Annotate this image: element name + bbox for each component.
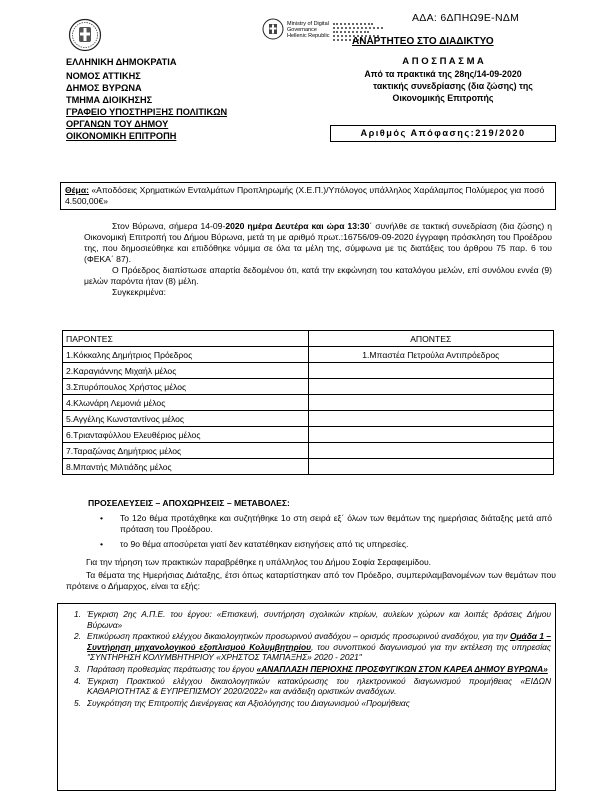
minutes-keeper: Για την τήρηση των πρακτικών παραβρέθηκε η υπάλληλος του Δήμου Σοφία Σεραφειμίδου. [86, 557, 432, 567]
table-row [63, 443, 554, 459]
absent-member [308, 427, 554, 443]
extract-line: τακτικής συνεδρίασης (δια ζώσης) της [373, 81, 533, 91]
table-row [63, 411, 554, 427]
extract-line: Οικονομικής Επιτροπής [392, 93, 494, 103]
issuer-header [66, 56, 227, 142]
session-intro [84, 221, 552, 298]
ministry-seal [262, 18, 284, 40]
ada-code: ΑΔΑ: 6ΔΠΗΩ9Ε-ΝΔΜ [412, 12, 520, 24]
absent-member [308, 395, 554, 411]
absent-member [308, 459, 554, 475]
subject-box [60, 182, 556, 210]
intro-text: Στον Βύρωνα, σήμερα 14-09- [112, 221, 226, 231]
table-header-row [63, 331, 554, 347]
decision-number-box: Αριθμός Απόφασης:219/2020 [330, 125, 556, 142]
agenda-item [58, 631, 555, 663]
present-member: 7.Ταραζώνας Δημήτριος μέλος [63, 443, 309, 459]
agenda-number: 1. [74, 609, 81, 619]
header-line: ΝΟΜΟΣ ΑΤΤΙΚΗΣ [66, 71, 141, 81]
absent-member [308, 379, 554, 395]
agenda-list [57, 603, 556, 791]
header-line: ΟΡΓΑΝΩΝ ΤΟΥ ΔΗΜΟΥ [66, 119, 169, 129]
attendance-table [62, 330, 554, 475]
intro-text: ΄ συνήλθε σε τακτική συνεδρίαση (δια ζώσης) η Οικονομική Επιτροπή του Δήμου Βύρωνα, μετά τη με αριθμό πρωτ.:16756/09-09-2020 έγγραφη πρόσκληση του Προέδρου της, που δημοσιεύθηκε και επιδόθηκε νόμιμα σε όλα τα μέλη της, σύμφωνα με τις διατάξεις του άρθρου 75 παρ. 6 του (ΦΕΚΑ΄ 87). [84, 221, 552, 264]
table-row [63, 363, 554, 379]
quorum-text: Ο Πρόεδρος διαπίστωσε απαρτία δεδομένου ότι, κατά την εκφώνηση του καταλόγου μελών, επί συνόλου εννέα (9) μελών παρόντα ήταν (8) μέλη. [84, 265, 552, 286]
bullet-text: Το 12ο θέμα προτάχθηκε και συζητήθηκε 1ο στη σειρά εξ΄ όλων των θεμάτων της ημερήσιας διάταξης μετά από πρόταση του Προέδρου. [120, 513, 552, 534]
present-member: 5.Αγγέλης Κωνσταντίνος μέλος [63, 411, 309, 427]
present-member: 1.Κόκκαλης Δημήτριος Πρόεδρος [63, 347, 309, 363]
present-member: 8.Μπαντής Μιλτιάδης μέλος [63, 459, 309, 475]
table-row [63, 379, 554, 395]
agenda-number: 5. [74, 697, 81, 708]
header-line: ΤΜΗΜΑ ΔΙΟΙΚΗΣΗΣ [66, 95, 153, 105]
header-line: ΔΗΜΟΣ ΒΥΡΩΝΑ [66, 83, 142, 93]
agenda-item [58, 698, 555, 709]
present-member: 4.Κλωνάρη Λεμονιά μέλος [63, 395, 309, 411]
absent-member [308, 443, 554, 459]
table-row [63, 395, 554, 411]
present-header: ΠΑΡΟΝΤΕΣ [63, 331, 309, 347]
bullet-text: το 9ο θέμα αποσύρεται γιατί δεν κατατέθηκαν εισηγήσεις από τις υπηρεσίες. [120, 539, 409, 549]
table-row [63, 459, 554, 475]
agenda-item [58, 664, 555, 675]
agenda-text: Έγκριση Πρακτικού ελέγχου δικαιολογητικών κατακύρωσης του ηλεκτρονικού διαγωνισμού προμήθειας «ΕΙΔΩΝ ΚΑΘΑΡΙΟΤΗΤΑΣ & ΕΥΠΡΕΠΙΣΜΟΥ 2020/2022» και ανάδειξη οριστικών αναδόχων. [87, 675, 551, 697]
agenda-text: Παράταση προθεσμίας περάτωσης του έργου «ΑΝΑΠΛΑΣΗ ΠΕΡΙΟΧΗΣ ΠΡΟΣΦΥΓΙΚΩΝ ΣΤΟΝ ΚΑΡΕΑ ΔΗΜΟΥ ΒΥΡΩΝΑ» [87, 663, 548, 674]
agenda-intro: Τα θέματα της Ημερήσιας Διάταξης, έτσι όπως καταρτίστηκαν από τον Πρόεδρο, συμπεριλαμβανομένων των θεμάτων που πρότεινε ο Δήμαρχος, είναι τα εξής: [66, 570, 556, 591]
changes-heading: ΠΡΟΣΕΛΕΥΣΕΙΣ – ΑΠΟΧΩΡΗΣΕΙΣ – ΜΕΤΑΒΟΛΕΣ: [88, 498, 290, 508]
agenda-number: 3. [74, 663, 81, 674]
subject-text: «Αποδόσεις Χρηματικών Ενταλμάτων Προπληρωμής (Χ.Ε.Π.)/Υπόλογος υπάλληλος Χαράλαμπος Πολύμερος για ποσό 4.500,00€» [65, 185, 545, 206]
agenda-number: 2. [74, 631, 81, 642]
present-member: 2.Καραγιάννης Μιχαήλ μέλος [63, 363, 309, 379]
agenda-text: Επικύρωση πρακτικού ελέγχου δικαιολογητικών προσωρινού αναδόχου – ορισμός προσωρινού αναδόχου, για την Ομάδα 1 – Συντήρηση μηχανολογικού εξοπλισμού Κολυμβητηρίου, του συνοπτικού διαγωνισμού για την εκτέλεση της υπηρεσίας "ΣΥΝΤΗΡΗΣΗ ΚΟΛΥΜΒΗΤΗΡΙΟΥ «ΧΡΗΣΤΟΣ ΤΑΜΠΑΞΗΣ» 2020 - 2021" [87, 631, 552, 663]
list-item: • Το 12ο θέμα προτάχθηκε και συζητήθηκε 1ο στη σειρά εξ΄ όλων των θεμάτων της ημερήσιας διάταξης μετά από πρόταση του Προέδρου. [100, 513, 552, 534]
absent-header: ΑΠΟΝΤΕΣ [308, 331, 554, 347]
specifically-text: Συγκεκριμένα: [112, 287, 166, 297]
extract-title: Α Π Ο Σ Π Α Σ Μ Α [402, 56, 484, 67]
agenda-text: Έγκριση 2ης Α.Π.Ε. του έργου: «Επισκευή, συντήρηση σχολικών κτιρίων, αυλείων χώρων και λοιπές δράσεις Δήμου Βύρωνα» [87, 609, 551, 630]
absent-member [308, 363, 554, 379]
agenda-item [58, 609, 555, 630]
ministry-name: Ministry of Digital Governance Hellenic Republic [287, 21, 330, 39]
present-member: 6.Τριανταφύλλου Ελευθέριος μέλος [63, 427, 309, 443]
absent-member [308, 411, 554, 427]
agenda-text: Συγκρότηση της Επιτροπής Διενέργειας και Αξιολόγησης του Διαγωνισμού «Προμήθειας [87, 697, 410, 708]
table-row [63, 347, 554, 363]
agenda-item [58, 676, 555, 697]
agenda-number: 4. [74, 675, 81, 686]
subject-label: Θέμα: [65, 185, 89, 195]
absent-member: 1.Μπαστέα Πετρούλα Αντιπρόεδρος [308, 347, 554, 363]
header-line: ΟΙΚΟΝΟΜΙΚΗ ΕΠΙΤΡΟΠΗ [66, 131, 177, 141]
extract-line: Από τα πρακτικά της 28ης/14-09-2020 [364, 69, 522, 79]
posted-banner: ΑΝΑΡΤΗΤΕΟ ΣΤΟ ΔΙΑΔΙΚΤΥΟ [352, 36, 494, 47]
header-line: ΓΡΑΦΕΙΟ ΥΠΟΣΤΗΡΙΞΗΣ ΠΟΛΙΤΙΚΩΝ [66, 107, 228, 117]
changes-bullets [100, 513, 552, 550]
present-member: 3.Σπυρόπουλος Χρήστος μέλος [63, 379, 309, 395]
extract-header [330, 56, 556, 104]
greek-emblem [68, 18, 102, 52]
intro-date: 2020 ημέρα Δευτέρα και ώρα 13:30 [225, 221, 370, 231]
table-row [63, 427, 554, 443]
header-line: ΕΛΛΗΝΙΚΗ ΔΗΜΟΚΡΑΤΙΑ [66, 57, 177, 67]
list-item: • το 9ο θέμα αποσύρεται γιατί δεν κατατέθηκαν εισηγήσεις από τις υπηρεσίες. [100, 539, 409, 549]
